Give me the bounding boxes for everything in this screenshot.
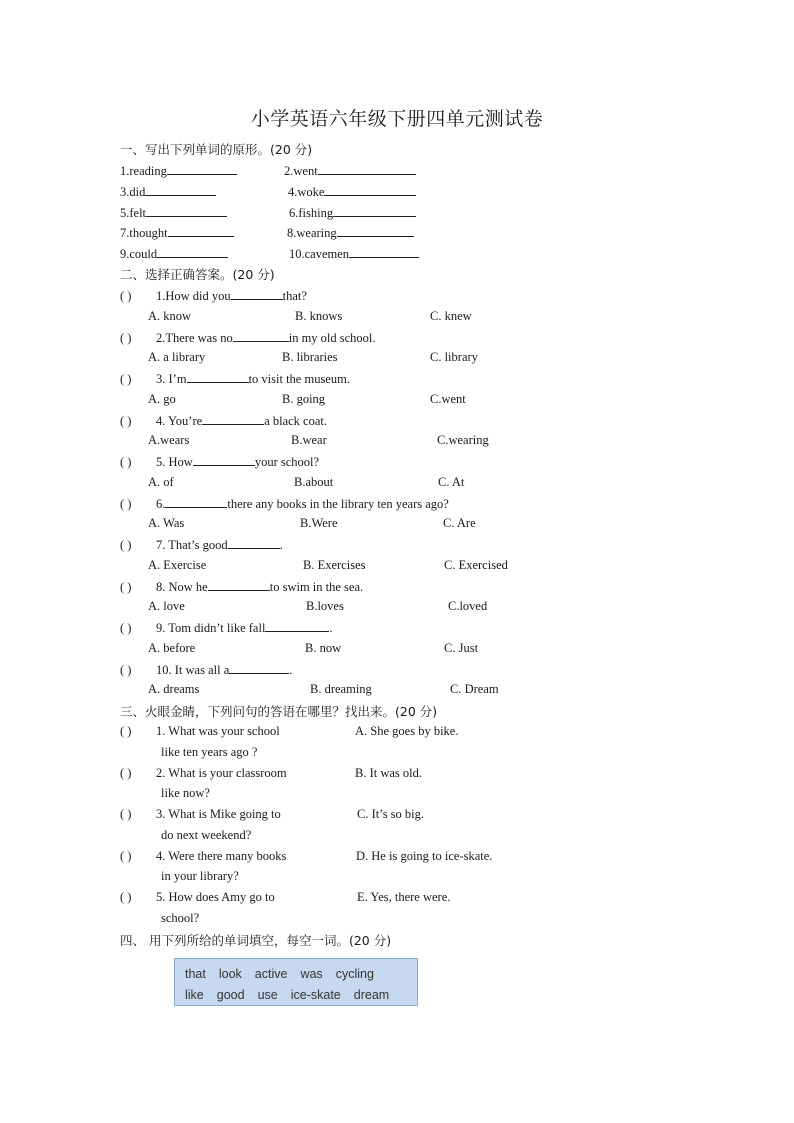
option-a: A. Was	[148, 516, 185, 530]
question-text-end: .	[289, 662, 293, 677]
option-c: C.went	[430, 391, 466, 406]
answer-paren: ( )	[120, 890, 132, 904]
section-2-heading: 二、选择正确答案。(20 分)	[120, 267, 275, 282]
question-text-start: 9. Tom didn’t like fall	[156, 621, 266, 635]
section-4-heading: 四、 用下列所给的单词填空，每空一词。(20 分)	[120, 933, 392, 948]
match-question-line-1: 3. What is Mike going to	[156, 807, 281, 821]
question-line	[120, 329, 376, 346]
match-question	[120, 765, 287, 781]
match-question	[120, 723, 280, 739]
question-text-start: 4. You’re	[156, 413, 203, 428]
option-a: A. before	[148, 640, 196, 655]
worksheet-title: 小学英语六年级下册四单元测试卷	[250, 108, 544, 130]
question-text-end: a black coat.	[264, 413, 327, 428]
match-answer: B. It was old.	[355, 765, 423, 780]
word-text: 5.felt	[120, 205, 147, 220]
option-b: B. knows	[295, 308, 343, 323]
match-question-line-2: school?	[161, 910, 200, 925]
answer-blank[interactable]	[337, 224, 414, 237]
match-answer: E. Yes, there were.	[357, 890, 451, 904]
answer-paren: ( )	[120, 621, 132, 635]
option-c: C. library	[430, 350, 478, 364]
word-bank-word: active	[254, 967, 288, 981]
question-text-end: to visit the museum.	[248, 372, 350, 386]
question-line	[120, 578, 363, 595]
question-line	[120, 536, 283, 553]
answer-blank[interactable]	[228, 536, 280, 549]
answer-paren: ( )	[120, 330, 132, 345]
word-item	[289, 245, 419, 262]
word-bank-word: dream	[353, 988, 390, 1002]
option-a: A. a library	[148, 350, 206, 364]
question-line	[120, 495, 449, 512]
option-a: A. dreams	[148, 682, 200, 696]
word-item	[120, 162, 237, 179]
question-line	[120, 661, 292, 678]
question-text-start: 10. It was all a	[156, 662, 230, 677]
answer-blank[interactable]	[318, 162, 416, 175]
answer-blank[interactable]	[165, 495, 227, 508]
option-c: C. Just	[444, 640, 479, 655]
match-question-line-2: like now?	[161, 786, 210, 800]
answer-paren: ( )	[120, 496, 132, 511]
word-bank-word: use	[257, 988, 278, 1002]
word-text: 1.reading	[120, 164, 167, 178]
answer-paren: ( )	[120, 289, 132, 303]
option-c: C.wearing	[437, 433, 489, 447]
question-line	[120, 453, 319, 470]
option-b: B. going	[282, 391, 326, 406]
match-answer: A. She goes by bike.	[355, 724, 459, 738]
option-c: C.loved	[448, 599, 488, 613]
match-question	[120, 806, 281, 822]
match-question-line-2: in your library?	[161, 869, 239, 883]
question-text-start: 2.There was no	[156, 330, 233, 345]
word-bank-row-2	[185, 988, 402, 1002]
question-text-end: to swim in the sea.	[269, 579, 364, 594]
word-text: 2.went	[284, 164, 318, 178]
option-b: B.about	[294, 474, 334, 489]
answer-paren: ( )	[120, 579, 132, 594]
option-b: B.Were	[300, 516, 338, 530]
question-line	[120, 287, 307, 304]
word-bank-word: that	[185, 967, 206, 981]
option-b: B. Exercises	[303, 557, 366, 572]
word-text: 7.thought	[120, 226, 168, 241]
word-item	[120, 245, 228, 262]
word-item	[120, 204, 227, 221]
question-text-start: 7. That’s good	[156, 538, 228, 552]
question-text-start: 6.	[156, 496, 166, 511]
word-item	[120, 224, 234, 241]
word-item	[284, 162, 416, 179]
match-question-line-1: 1. What was your school	[156, 724, 280, 738]
question-line	[120, 412, 327, 429]
option-c: C. At	[438, 474, 465, 489]
word-item	[289, 204, 416, 221]
option-a: A. know	[148, 308, 192, 323]
match-question-line-2: like ten years ago ?	[161, 744, 258, 759]
answer-paren: ( )	[120, 848, 132, 863]
question-text-start: 3. I’m	[156, 372, 187, 386]
answer-paren: ( )	[120, 662, 132, 677]
answer-blank[interactable]	[265, 619, 329, 632]
section-1-heading: 一、写出下列单词的原形。(20 分)	[120, 142, 313, 157]
answer-paren: ( )	[120, 765, 132, 780]
question-text-end: .	[279, 538, 283, 552]
section-3-heading: 三、火眼金睛，下列问句的答语在哪里？找出来。(20 分)	[120, 704, 438, 719]
option-a: A. of	[148, 474, 174, 489]
match-answer: D. He is going to ice-skate.	[356, 848, 493, 863]
answer-paren: ( )	[120, 413, 132, 428]
word-bank-row-1	[185, 967, 387, 981]
answer-blank[interactable]	[146, 204, 227, 217]
question-text-end: your school?	[254, 455, 320, 469]
question-text-end: there any books in the library ten years ago?	[227, 496, 449, 511]
question-text-start: 8. Now he	[156, 579, 208, 594]
option-a: A. love	[148, 599, 185, 613]
answer-blank[interactable]	[349, 245, 419, 258]
option-c: C. Exercised	[444, 557, 508, 572]
word-item	[120, 183, 216, 200]
question-text-end: in my old school.	[288, 330, 376, 345]
word-text: 6.fishing	[289, 205, 334, 220]
answer-blank[interactable]	[233, 329, 289, 342]
word-bank-box	[174, 958, 418, 1006]
option-b: B.wear	[291, 433, 327, 447]
word-bank-word: cycling	[335, 967, 374, 981]
answer-blank[interactable]	[193, 453, 255, 466]
answer-blank[interactable]	[145, 183, 216, 196]
answer-blank[interactable]	[231, 287, 283, 300]
answer-paren: ( )	[120, 372, 132, 386]
word-text: 3.did	[120, 184, 146, 199]
word-bank-word: look	[218, 967, 242, 981]
word-item	[288, 183, 416, 200]
answer-paren: ( )	[120, 724, 132, 738]
answer-paren: ( )	[120, 538, 132, 552]
word-text: 9.could	[120, 247, 158, 262]
question-text-start: 1.How did you	[156, 289, 231, 303]
match-question-line-1: 4. Were there many books	[156, 848, 287, 863]
question-text-end: .	[329, 621, 333, 635]
option-b: B.loves	[306, 599, 344, 613]
match-answer: C. It’s so big.	[357, 807, 425, 821]
option-c: C. Dream	[450, 682, 499, 696]
question-text-start: 5. How	[156, 455, 193, 469]
match-question	[120, 848, 286, 864]
option-b: B. dreaming	[310, 682, 372, 696]
option-b: B. now	[305, 640, 342, 655]
word-bank-word: good	[216, 988, 245, 1002]
answer-paren: ( )	[120, 807, 132, 821]
answer-blank[interactable]	[324, 183, 416, 196]
answer-blank[interactable]	[202, 412, 264, 425]
answer-blank[interactable]	[187, 370, 249, 383]
word-text: 4.woke	[288, 184, 325, 199]
answer-blank[interactable]	[333, 204, 416, 217]
match-question-line-1: 5. How does Amy go to	[156, 890, 275, 904]
answer-blank[interactable]	[168, 224, 234, 237]
answer-blank[interactable]	[167, 162, 237, 175]
question-text-end: that?	[282, 289, 307, 303]
match-question-line-1: 2. What is your classroom	[156, 765, 287, 780]
option-a: A.wears	[148, 433, 190, 447]
answer-blank[interactable]	[229, 661, 289, 674]
option-b: B. libraries	[282, 350, 338, 364]
option-a: A. go	[148, 391, 176, 406]
word-bank-word: was	[300, 967, 323, 981]
word-item	[287, 224, 414, 241]
word-text: 10.cavemen	[289, 247, 350, 262]
match-question-line-2: do next weekend?	[161, 827, 252, 842]
word-bank-word: like	[185, 988, 204, 1002]
option-c: C. Are	[443, 516, 476, 530]
word-text: 8.wearing	[287, 226, 337, 241]
answer-paren: ( )	[120, 455, 132, 469]
option-c: C. knew	[430, 308, 472, 323]
word-bank-word: ice-skate	[290, 988, 341, 1002]
question-line	[120, 370, 350, 387]
match-question	[120, 889, 275, 905]
answer-blank[interactable]	[208, 578, 270, 591]
option-a: A. Exercise	[148, 557, 207, 572]
answer-blank[interactable]	[157, 245, 228, 258]
question-line	[120, 619, 333, 636]
